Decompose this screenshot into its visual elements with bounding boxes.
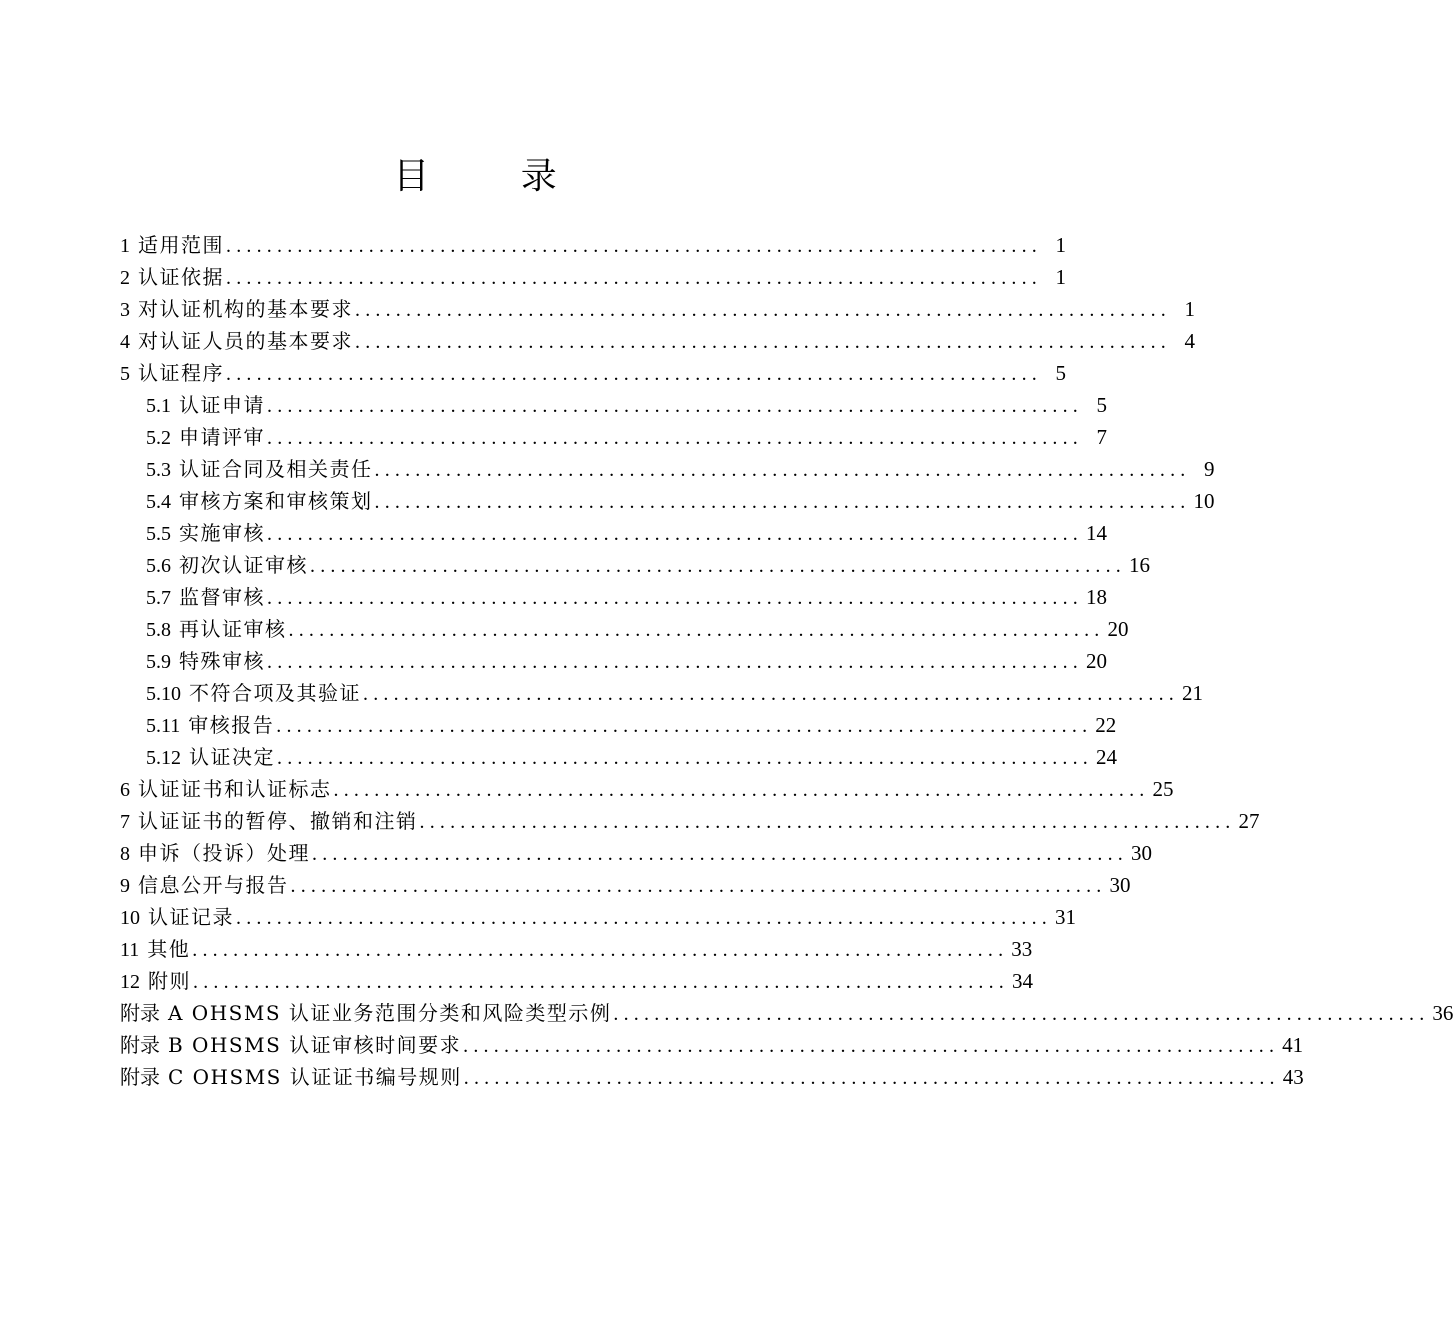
toc-entry-number: 5.12 [146, 746, 181, 769]
toc-leader-dots: ................................................................................ [290, 875, 1107, 897]
toc-entry-page: 31 [1055, 905, 1076, 929]
toc-leader-dots: ................................................................................ [355, 331, 1171, 353]
toc-entry[interactable] [120, 805, 1260, 837]
toc-entry-title: 认证决定 [189, 744, 275, 769]
toc-entry-title: 对认证人员的基本要求 [138, 328, 353, 353]
toc-entry-title: 申请评审 [179, 424, 265, 449]
toc-entry-number: 10 [120, 906, 140, 929]
toc-entry[interactable] [120, 261, 1066, 293]
toc-entry-number: 6 [120, 778, 130, 801]
toc-entry[interactable] [146, 645, 1107, 677]
toc-leader-dots: ................................................................................ [267, 427, 1083, 449]
toc-entry-page: 5 [1096, 393, 1107, 417]
toc-entry[interactable] [120, 837, 1152, 869]
toc-entry[interactable] [120, 229, 1066, 261]
toc-entry-page: 30 [1109, 873, 1131, 897]
toc-entry-page: 43 [1282, 1065, 1304, 1089]
toc-entry[interactable] [146, 517, 1107, 549]
toc-leader-dots: ................................................................................ [267, 651, 1083, 673]
toc-entry-title: B OHSMS 认证审核时间要求 [168, 1032, 462, 1057]
toc-leader-dots: ................................................................................ [463, 1035, 1280, 1057]
toc-entry-number: 11 [120, 938, 140, 961]
toc-entry-page: 1 [1055, 233, 1066, 257]
toc-entry[interactable] [120, 325, 1195, 357]
toc-entry-page: 16 [1129, 553, 1150, 577]
toc-entry-title: 初次认证审核 [179, 552, 308, 577]
toc-entry[interactable] [146, 581, 1107, 613]
toc-entry-title: 认证申请 [179, 392, 265, 417]
toc-entry-page: 20 [1086, 649, 1107, 673]
toc-entry-page: 27 [1238, 809, 1260, 833]
toc-entry-title: 申诉（投诉）处理 [138, 840, 310, 865]
toc-entry[interactable] [146, 677, 1203, 709]
toc-leader-dots: ................................................................................ [613, 1003, 1430, 1025]
toc-entry-page: 36 [1432, 1001, 1453, 1025]
toc-leader-dots: ................................................................................ [236, 907, 1052, 929]
toc-entry-number: 5.7 [146, 586, 171, 609]
toc-entry[interactable] [146, 709, 1117, 741]
toc-entry[interactable] [146, 421, 1107, 453]
toc-entry[interactable] [120, 965, 1033, 997]
toc-entry-number: 1 [120, 234, 130, 257]
toc-entry-number: 附录 [120, 1034, 160, 1057]
toc-entry-page: 22 [1095, 713, 1117, 737]
toc-leader-dots: ................................................................................ [363, 683, 1179, 705]
toc-entry-page: 33 [1011, 937, 1033, 961]
toc-entry-title: 不符合项及其验证 [189, 680, 361, 705]
toc-entry-title: 对认证机构的基本要求 [138, 296, 353, 321]
toc-leader-dots: ................................................................................ [463, 1067, 1280, 1089]
toc-entry-page: 4 [1184, 329, 1195, 353]
toc-entry-page: 10 [1193, 489, 1215, 513]
toc-entry[interactable] [146, 549, 1150, 581]
toc-entry-title: 适用范围 [138, 232, 224, 257]
toc-entry[interactable] [146, 741, 1117, 773]
toc-entry-title: 信息公开与报告 [138, 872, 289, 897]
toc-entry-page: 14 [1086, 521, 1107, 545]
toc-leader-dots: ................................................................................ [277, 747, 1093, 769]
toc-entry-page: 25 [1152, 777, 1174, 801]
toc-entry[interactable] [120, 1029, 1304, 1061]
toc-entry-number: 5.2 [146, 426, 171, 449]
toc-entry-title: 审核方案和审核策划 [179, 488, 373, 513]
toc-entry-number: 5.9 [146, 650, 171, 673]
toc-entry[interactable] [120, 293, 1195, 325]
toc-entry-title: 再认证审核 [179, 616, 287, 641]
toc-entry[interactable] [146, 389, 1107, 421]
page-title: 目 录 [393, 156, 597, 197]
toc-leader-dots: ................................................................................ [226, 267, 1042, 289]
toc-leader-dots: ................................................................................ [374, 459, 1191, 481]
toc-leader-dots: ................................................................................ [226, 235, 1042, 257]
toc-entry-page: 24 [1096, 745, 1117, 769]
toc-entry-title: 认证证书的暂停、撤销和注销 [138, 808, 418, 833]
toc-entry-number: 5 [120, 362, 130, 385]
toc-entry-title: 认证记录 [148, 904, 234, 929]
toc-entry-number: 5.4 [146, 490, 171, 513]
toc-entry-page: 1 [1055, 265, 1066, 289]
toc-leader-dots: ................................................................................ [355, 299, 1171, 321]
toc-entry-page: 9 [1204, 457, 1215, 481]
toc-entry-title: 特殊审核 [179, 648, 265, 673]
toc-entry[interactable] [146, 613, 1129, 645]
toc-entry-title: 认证证书和认证标志 [138, 776, 332, 801]
toc-entry-title: 附则 [148, 968, 191, 993]
toc-entry-number: 5.8 [146, 618, 171, 641]
toc-entry-page: 34 [1012, 969, 1033, 993]
toc-leader-dots: ................................................................................ [193, 971, 1009, 993]
toc-entry-title: 其他 [147, 936, 191, 961]
toc-entry[interactable] [120, 933, 1033, 965]
toc-entry-title: 监督审核 [179, 584, 265, 609]
toc-entry-page: 20 [1107, 617, 1129, 641]
toc-leader-dots: ................................................................................ [267, 587, 1083, 609]
toc-entry-page: 41 [1282, 1033, 1304, 1057]
toc-leader-dots: ................................................................................ [267, 523, 1083, 545]
toc-entry-number: 5.1 [146, 394, 171, 417]
toc-entry-title: 认证依据 [138, 264, 224, 289]
toc-entry[interactable] [120, 1061, 1304, 1093]
toc-entry[interactable] [120, 869, 1131, 901]
toc-leader-dots: ................................................................................ [288, 619, 1105, 641]
toc-entry-number: 5.11 [146, 714, 181, 737]
toc-entry-title: 实施审核 [179, 520, 265, 545]
toc-entry-number: 5.6 [146, 554, 171, 577]
toc-entry-number: 5.10 [146, 682, 181, 705]
toc-leader-dots: ................................................................................ [226, 363, 1042, 385]
toc-entry-number: 5.3 [146, 458, 171, 481]
toc-entry-number: 4 [120, 330, 130, 353]
toc-entry-page: 5 [1055, 361, 1066, 385]
toc-leader-dots: ................................................................................ [267, 395, 1083, 417]
toc-leader-dots: ................................................................................ [192, 939, 1009, 961]
toc-entry-number: 3 [120, 298, 130, 321]
toc-leader-dots: ................................................................................ [419, 811, 1236, 833]
toc-entry-title: C OHSMS 认证证书编号规则 [168, 1064, 462, 1089]
toc-leader-dots: ................................................................................ [374, 491, 1191, 513]
toc-entry-title: 认证程序 [138, 360, 224, 385]
toc-entry-number: 7 [120, 810, 130, 833]
toc-entry-number: 附录 [120, 1066, 160, 1089]
toc-entry-title: A OHSMS 认证业务范围分类和风险类型示例 [168, 1000, 612, 1025]
toc-entry-number: 12 [120, 970, 140, 993]
toc-leader-dots: ................................................................................ [312, 843, 1128, 865]
toc-entry-page: 7 [1096, 425, 1107, 449]
toc-entry-page: 18 [1086, 585, 1107, 609]
toc-entry-title: 审核报告 [188, 712, 275, 737]
toc-entry-number: 8 [120, 842, 130, 865]
toc-entry[interactable] [120, 773, 1174, 805]
toc-entry-number: 附录 [120, 1002, 160, 1025]
toc-leader-dots: ................................................................................ [333, 779, 1150, 801]
toc-entry-number: 2 [120, 266, 130, 289]
toc-leader-dots: ................................................................................ [310, 555, 1126, 577]
toc-entry[interactable] [120, 997, 1453, 1029]
toc-entry-page: 21 [1182, 681, 1203, 705]
toc-entry-title: 认证合同及相关责任 [179, 456, 373, 481]
toc-entry[interactable] [120, 901, 1076, 933]
toc-entry-page: 30 [1131, 841, 1152, 865]
toc-entry-page: 1 [1184, 297, 1195, 321]
toc-entry-number: 9 [120, 874, 130, 897]
toc-entry[interactable] [120, 357, 1066, 389]
toc-leader-dots: ................................................................................ [276, 715, 1093, 737]
toc-entry[interactable] [146, 453, 1215, 485]
toc-entry-number: 5.5 [146, 522, 171, 545]
toc-entry[interactable] [146, 485, 1215, 517]
